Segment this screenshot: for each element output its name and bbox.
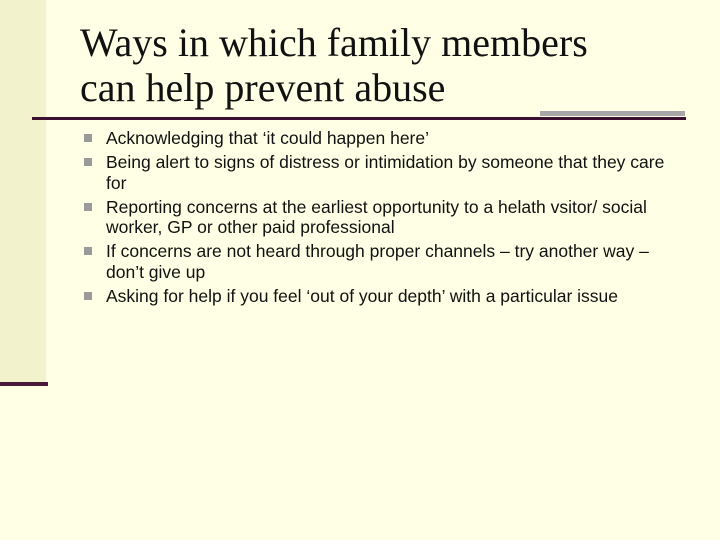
bullet-text-5: Asking for help if you feel ‘out of your depth’ with a particular issue [106, 285, 618, 306]
bullet-item-5 [83, 286, 683, 307]
left-accent-band [0, 0, 46, 384]
bullet-item-4 [83, 241, 683, 282]
slide-title [80, 20, 700, 110]
bullet-text-2: Being alert to signs of distress or intimidation by someone that they care for [106, 152, 665, 193]
bullet-item-2 [83, 152, 683, 193]
slide-title-line-2: can help prevent abuse [80, 65, 446, 110]
bullet-list [83, 128, 683, 310]
square-bullet-icon [84, 247, 92, 255]
title-underline [32, 117, 686, 120]
bullet-text-3: Reporting concerns at the earliest opportunity to a helath vsitor/ social worker, GP or other paid professional [106, 196, 647, 237]
square-bullet-icon [84, 203, 92, 211]
bullet-item-1 [83, 128, 683, 149]
slide-title-line-1: Ways in which family members [80, 20, 588, 65]
bullet-text-4: If concerns are not heard through proper channels – try another way – don’t give up [106, 241, 649, 282]
title-underline-grey [540, 111, 685, 116]
bullet-text-1: Acknowledging that ‘it could happen here’ [106, 128, 429, 148]
square-bullet-icon [84, 134, 92, 142]
left-accent-band-rule [0, 382, 48, 386]
bullet-item-3 [83, 197, 683, 238]
square-bullet-icon [84, 292, 92, 300]
square-bullet-icon [84, 158, 92, 166]
